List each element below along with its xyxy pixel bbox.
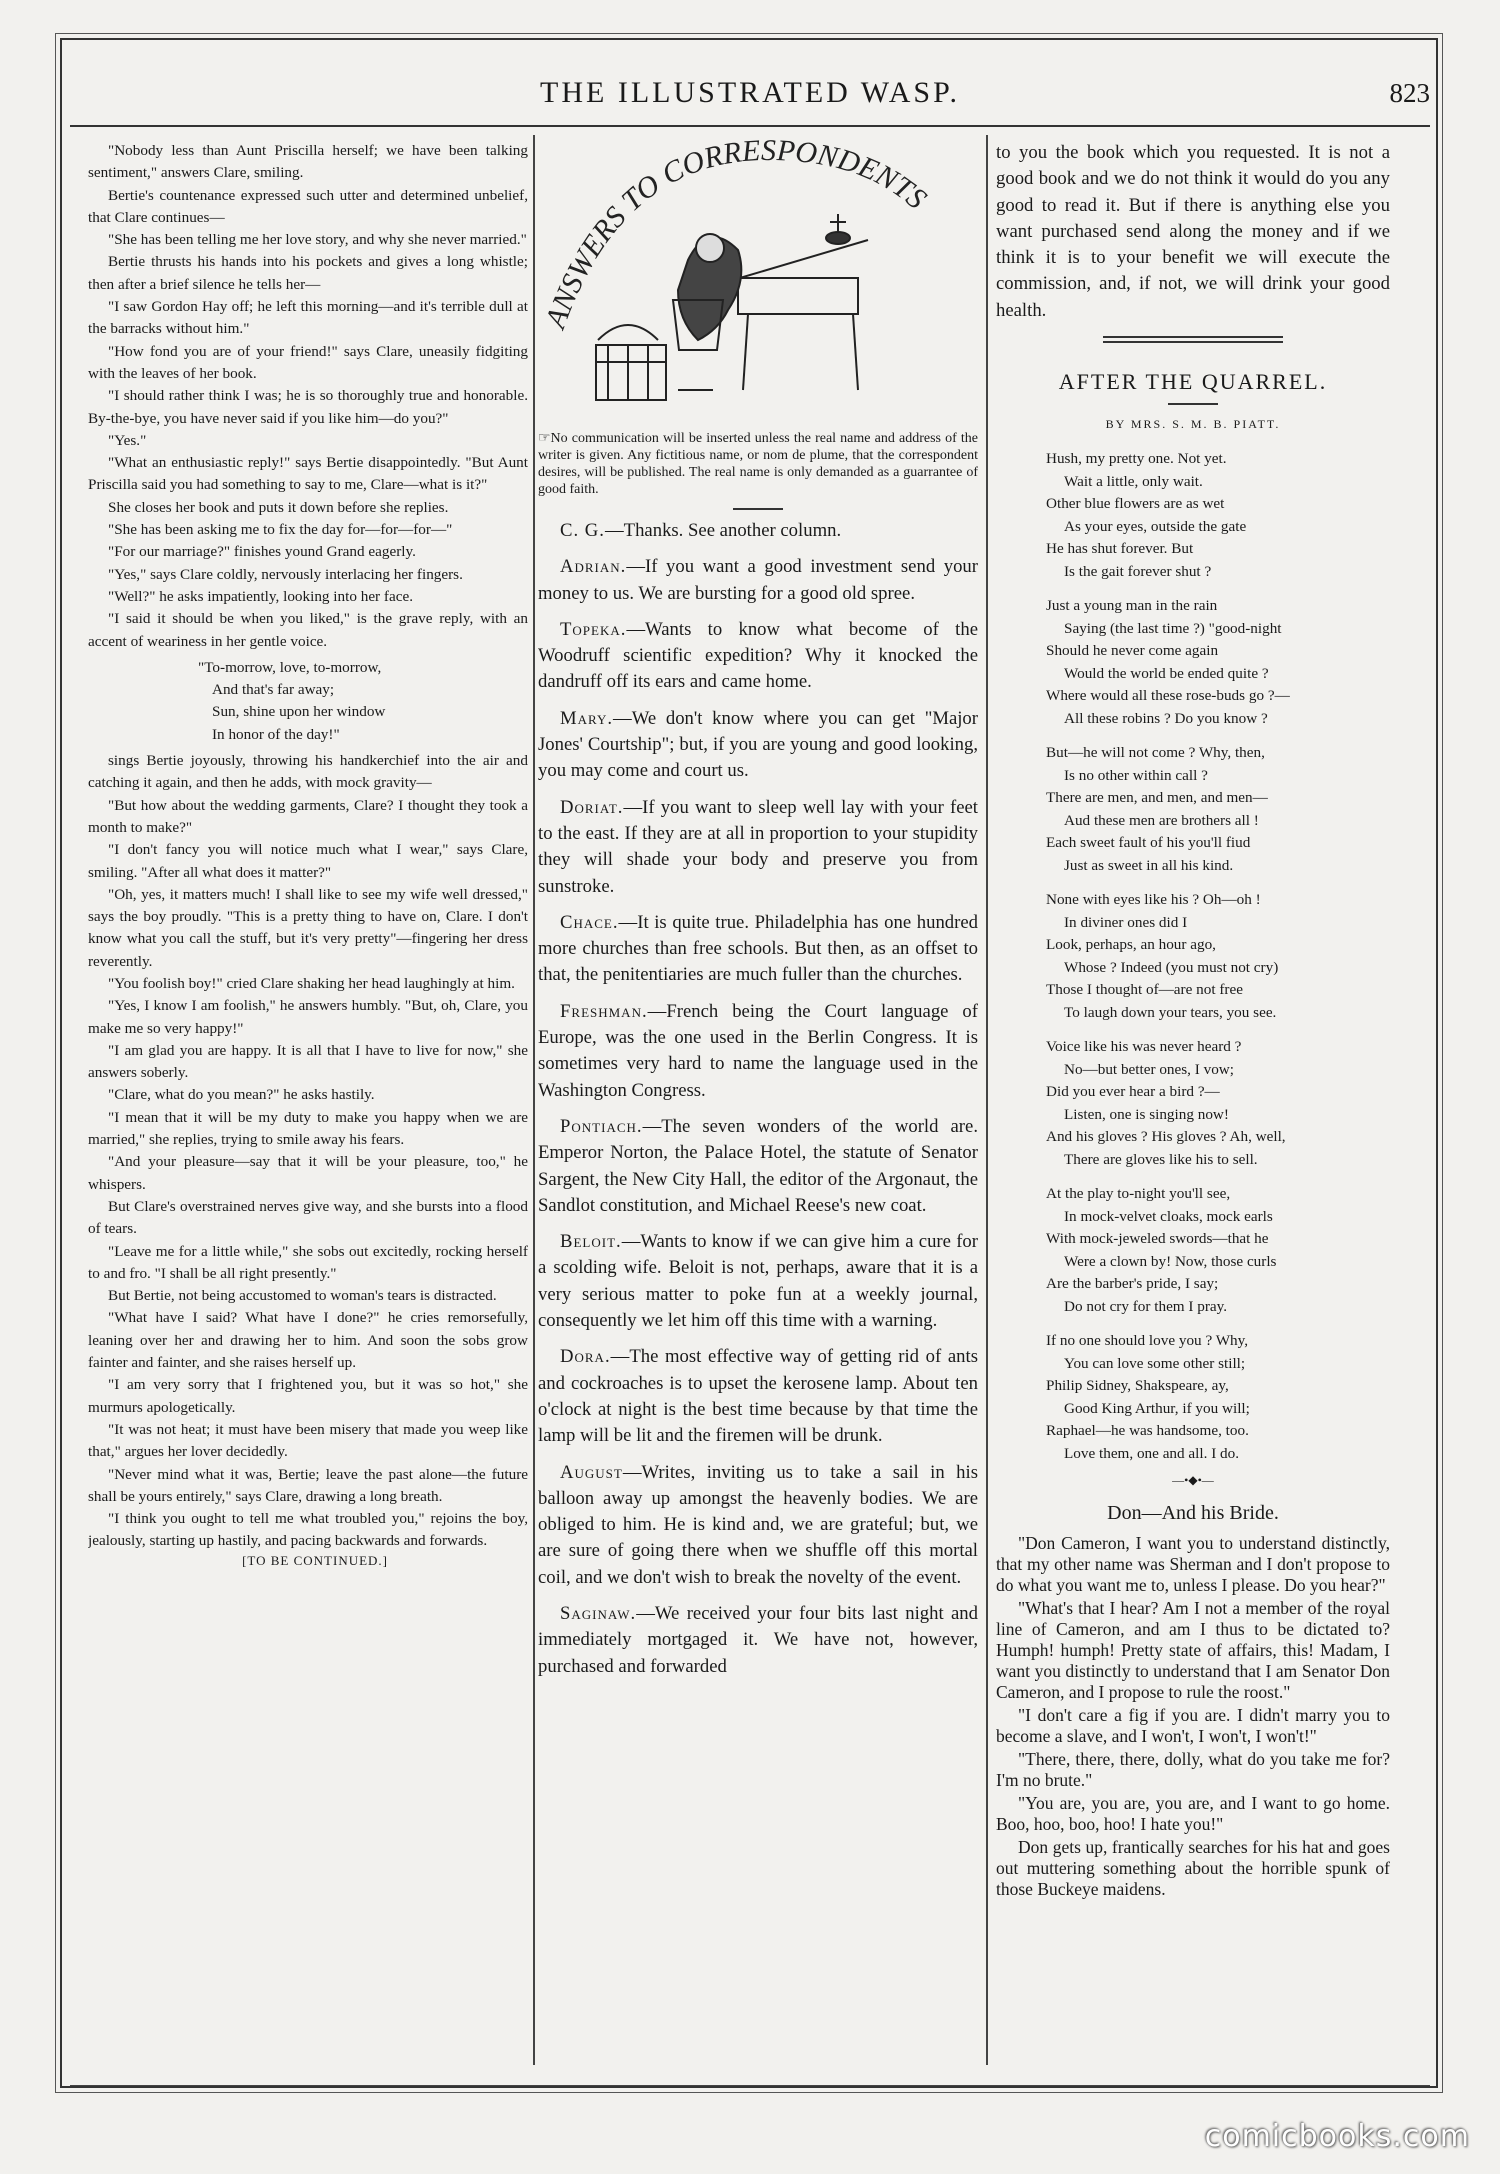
poem-line: Wait a little, only wait.	[1064, 472, 1203, 490]
story-paragraph: "Yes."	[108, 431, 147, 449]
masthead	[70, 70, 1430, 120]
answer-entry	[538, 1601, 978, 1680]
story-paragraph: "For our marriage?" finishes yound Grand eagerly.	[108, 543, 416, 561]
bottom-divider	[70, 2085, 1430, 2086]
poem-line: Raphael—he was handsome, too.	[1046, 1422, 1249, 1440]
column-divider-2	[986, 135, 988, 2065]
answer-text: —Writes, inviting us to take a sail in his balloon away up amongst the heavenly bodies. We are obliged to him. He is kind and, we are grateful; but, we are sure of going there when we shuffle off this mortal coil, and we don't wish to break the novelty of the event.	[538, 1461, 978, 1588]
story-paragraph: "And your pleasure—say that it will be your pleasure, too," he whispers.	[88, 1153, 528, 1193]
story-paragraph: "Oh, yes, it matters much! I shall like to see my wife well dressed," says the boy proudly. "This is a pretty thing to have on, Clare. I don't know what you call the stuff, but it's very pretty"—fingering her dress reverently.	[88, 885, 528, 970]
title-underline	[1168, 403, 1218, 405]
right-column	[996, 140, 1390, 1902]
poem-title: AFTER THE QUARREL.	[1058, 369, 1328, 395]
story-paragraph: "She has been asking me to fix the day for—for—for—"	[108, 521, 453, 539]
story-paragraphs-b	[88, 750, 528, 1553]
poem-line: Did you ever hear a bird ?—	[1046, 1083, 1220, 1101]
poem-line: There are gloves like his to sell.	[1064, 1150, 1258, 1168]
poem-line: Philip Sidney, Shakspeare, ay,	[1046, 1377, 1229, 1395]
correspondent-name: Chace.	[560, 911, 619, 933]
poem-line: Love them, one and all. I do.	[1064, 1444, 1240, 1462]
verse-line: "To-morrow, love, to-morrow,	[198, 658, 382, 676]
story-paragraph: "What an enthusiastic reply!" says Bertie disappointedly. "But Aunt Priscilla said you had something to say to me, Clare—what is it?"	[88, 454, 528, 494]
poem-line: In mock-velvet cloaks, mock earls	[1064, 1207, 1273, 1225]
poem-line: None with eyes like his ? Oh—oh !	[1046, 891, 1261, 909]
story-paragraph: She closes her book and puts it down before she replies.	[108, 498, 449, 516]
answer-entry	[538, 617, 978, 696]
answer-entry	[538, 910, 978, 989]
verse-line: In honor of the day!"	[212, 725, 340, 743]
poem-stanza	[996, 1183, 1390, 1318]
poem-line: Each sweet fault of his you'll fiud	[1046, 834, 1251, 852]
story-paragraph: "I mean that it will be my duty to make you happy when we are married," she replies, trying to smile away his fears.	[88, 1108, 528, 1149]
correspondent-name: Freshman.	[560, 1000, 648, 1022]
poem-line: There are men, and men, and men—	[1046, 789, 1268, 807]
answer-text: —The seven wonders of the world are. Emperor Norton, the Palace Hotel, the statute of Senator Sargent, the New City Hall, the editor of the Argonaut, the Sandlot constitution, and Michael Reese's new coat.	[538, 1115, 978, 1216]
answer-text: —Thanks. See another column.	[604, 520, 842, 541]
poem-line: Is no other within call ?	[1064, 766, 1208, 784]
story-paragraph: "Well?" he asks impatiently, looking into her face.	[108, 587, 413, 605]
story-paragraph: "How fond you are of your friend!" says Clare, uneasily fidgiting with the leaves of her book.	[88, 342, 528, 382]
poem-line: He has shut forever. But	[1046, 540, 1194, 558]
story-paragraph: "Never mind what it was, Bertie; leave the past alone—the future shall be yours entirely," says Clare, drawing a long breath.	[88, 1465, 528, 1505]
poem-line: Good King Arthur, if you will;	[1064, 1399, 1250, 1417]
poem-line: Just a young man in the rain	[1046, 597, 1218, 615]
answer-entry	[538, 795, 978, 900]
section-ornament: —•◆•—	[1172, 1473, 1214, 1488]
story-paragraph: "What have I said? What have I done?" he cries remorsefully, leaning over her and drawing her to him. And soon the sobs grow fainter and fainter, and she raises herself up.	[88, 1309, 528, 1372]
answer-text: —If you want to sleep well lay with your feet to the east. If they are at all in proportion to your stupidity they will shade your body and preserve you from sunstroke.	[538, 796, 978, 897]
poem-line: Do not cry for them I pray.	[1064, 1297, 1228, 1315]
poem-line: All these robins ? Do you know ?	[1064, 709, 1268, 727]
story-paragraph: But Clare's overstrained nerves give way, and she bursts into a flood of tears.	[88, 1197, 528, 1238]
poem-stanza	[996, 1330, 1390, 1465]
correspondent-name: Doriat.	[560, 796, 624, 818]
story-paragraph: "I said it should be when you liked," is the grave reply, with an accent of weariness in her gentle voice.	[88, 610, 528, 650]
story-paragraph: But Bertie, not being accustomed to woman's tears is distracted.	[108, 1287, 497, 1305]
poem-line: Saying (the last time ?) "good-night	[1064, 619, 1282, 637]
verse-line: And that's far away;	[212, 681, 335, 699]
answer-entry	[538, 1344, 978, 1449]
story-paragraph: Bertie thrusts his hands into his pockets and gives a long whistle; then after a brief silence he tells her—	[88, 253, 528, 293]
story-paragraph: "It was not heat; it must have been misery that made you weep like that," argues her lover decidedly.	[88, 1420, 528, 1461]
page-number: 823	[1389, 78, 1430, 108]
story-paragraph: "Nobody less than Aunt Priscilla herself; we have been talking sentiment," answers Clare, smiling.	[88, 142, 528, 182]
serial-story-column	[88, 140, 528, 1569]
poem-line: To laugh down your tears, you see.	[1064, 1003, 1277, 1021]
story-paragraph: "Yes," says Clare coldly, nervously interlacing her fingers.	[108, 565, 463, 583]
story-paragraph: "Don Cameron, I want you to understand distinctly, that my other name was Sherman and I don't propose to do what you want me to, unless I please. Do you hear?"	[996, 1533, 1390, 1596]
poem-line: If no one should love you ? Why,	[1046, 1332, 1249, 1350]
publication-title: THE ILLUSTRATED WASP.	[540, 76, 960, 109]
story-paragraph: "But how about the wedding garments, Clare? I thought they took a month to make?"	[88, 796, 528, 836]
poem-line: Those I thought of—are not free	[1046, 981, 1243, 999]
correspondent-name: Adrian.	[560, 556, 627, 578]
verse-line: Sun, shine upon her window	[212, 703, 386, 721]
poem-line: Where would all these rose-buds go ?—	[1046, 687, 1290, 705]
story-paragraph: "There, there, there, dolly, what do you take me for? I'm no brute."	[996, 1749, 1390, 1791]
story-paragraph: "I am glad you are happy. It is all that I have to live for now," she answers soberly.	[88, 1041, 528, 1082]
poem-stanza	[996, 1036, 1390, 1171]
story-paragraph: "Yes, I know I am foolish," he answers humbly. "But, oh, Clare, you make me so very happy!"	[88, 997, 528, 1037]
story-paragraph: "You foolish boy!" cried Clare shaking her head laughingly at him.	[108, 974, 515, 992]
poem-line: Is the gait forever shut ?	[1064, 562, 1212, 580]
poem-line: At the play to-night you'll see,	[1046, 1185, 1231, 1203]
correspondent-name: Beloit.	[560, 1231, 622, 1253]
correspondent-name: August	[560, 1461, 623, 1483]
watermark: comicbooks.com	[1204, 2119, 1470, 2154]
song-verse	[88, 657, 528, 746]
poem-line: And his gloves ? His gloves ? Ah, well,	[1046, 1128, 1286, 1146]
column-divider-1	[533, 135, 535, 2065]
poem-stanza	[996, 742, 1390, 877]
poem-line: Aud these men are brothers all !	[1064, 811, 1259, 829]
answer-text: —It is quite true. Philadelphia has one hundred more churches than free schools. But then, as an offset to that, the penitentiaries are much fuller than the churches.	[538, 911, 978, 986]
answer-text: —Wants to know if we can give him a cure for a scolding wife. Beloit is not, perhaps, aware that it is a very serious matter to poke fun at a weekly journal, consequently we let him off this time with a warning.	[538, 1231, 978, 1332]
correspondent-name: Pontiach.	[560, 1115, 643, 1137]
answer-entry	[538, 1114, 978, 1219]
story-paragraphs-a	[88, 140, 528, 653]
answers-column	[538, 140, 978, 1690]
story-paragraph: "I don't fancy you will notice much what I wear," says Clare, smiling. "After all what does it matter?"	[88, 841, 528, 881]
poem-line: Are the barber's pride, I say;	[1046, 1275, 1219, 1293]
answer-entry	[538, 706, 978, 785]
story-paragraph: "Clare, what do you mean?" he asks hastily.	[108, 1086, 375, 1104]
poem-line: But—he will not come ? Why, then,	[1046, 744, 1265, 762]
poem-line: Would the world be ended quite ?	[1064, 664, 1269, 682]
poem-author: BY MRS. S. M. B. PIATT.	[1105, 417, 1281, 432]
answer-text: —French being the Court language of Europe, was the one used in the Berlin Congress. It is sometimes very hard to name the language used in the Washington Congress.	[538, 1000, 978, 1101]
answer-entry	[538, 554, 978, 607]
story-paragraph: Don gets up, frantically searches for his hat and goes out muttering something about the horrible spunk of those Buckeye maidens.	[996, 1837, 1390, 1900]
poem-body	[996, 448, 1390, 1465]
correspondent-name: Dora.	[560, 1346, 611, 1368]
correspondent-name: Mary.	[560, 707, 614, 729]
story-paragraph: Bertie's countenance expressed such utter and determined unbelief, that Clare continues—	[88, 186, 528, 226]
answers-to-correspondents-illustration	[538, 140, 978, 422]
story-body	[996, 1533, 1390, 1900]
header-divider	[70, 125, 1430, 127]
poem-stanza	[996, 448, 1390, 583]
poem-line: Hush, my pretty one. Not yet.	[1046, 450, 1227, 468]
section-rule	[733, 508, 783, 510]
correspondent-name: Topeka.	[560, 618, 627, 640]
story-paragraph: "I saw Gordon Hay off; he left this morning—and it's terrible dull at the barracks without him."	[88, 298, 528, 338]
answer-text: —If you want a good investment send your money to us. We are bursting for a good old spree.	[538, 556, 978, 604]
story-paragraph: "She has been telling me her love story, and why she never married."	[108, 231, 527, 249]
poem-line: As your eyes, outside the gate	[1064, 517, 1247, 535]
poem-line: You can love some other still;	[1064, 1354, 1246, 1372]
poem-line: With mock-jeweled swords—that he	[1046, 1230, 1269, 1248]
to-be-continued: [TO BE CONTINUED.]	[242, 1552, 388, 1568]
poem-line: No—but better ones, I vow;	[1064, 1060, 1234, 1078]
poem-line: Were a clown by! Now, those curls	[1064, 1252, 1277, 1270]
correspondent-name: Saginaw.	[560, 1602, 637, 1624]
poem-line: Whose ? Indeed (you must not cry)	[1064, 958, 1279, 976]
answer-entry	[538, 1229, 978, 1334]
double-rule	[1103, 336, 1283, 343]
story-title: Don—And his Bride.	[1107, 1502, 1279, 1525]
answers-list	[538, 518, 978, 1680]
answer-text: —The most effective way of getting rid of ants and cockroaches is to upset the kerosene lamp. About ten o'clock at night is the best time because by that time the lamp will be lit and the firemen will be drunk.	[538, 1346, 978, 1447]
poem-line: Look, perhaps, an hour ago,	[1046, 936, 1216, 954]
story-paragraph: "I should rather think I was; he is so thoroughly true and honorable. By-the-bye, you have never said if you like him—do you?"	[88, 387, 528, 427]
story-paragraph: "You are, you are, you are, and I want to go home. Boo, hoo, boo, hoo! I hate you!"	[996, 1793, 1390, 1835]
correspondent-logo-art	[538, 140, 978, 422]
story-paragraph: "I am very sorry that I frightened you, but it was so hot," she murmurs apologetically.	[88, 1376, 528, 1416]
poem-line: Just as sweet in all his kind.	[1064, 856, 1234, 874]
answer-entry	[538, 999, 978, 1104]
story-paragraph: "Leave me for a little while," she sobs out excitedly, rocking herself to and fro. "I shall be all right presently."	[88, 1242, 528, 1282]
answer-text: —We don't know where you can get "Major Jones' Courtship"; but, if you are young and good looking, you may come and court us.	[538, 707, 978, 782]
poem-line: Listen, one is singing now!	[1064, 1105, 1229, 1123]
poem-line: Should he never come again	[1046, 642, 1219, 660]
story-paragraph: sings Bertie joyously, throwing his handkerchief into the air and catching it again, and then he adds, with mock gravity—	[88, 752, 528, 792]
poem-line: Other blue flowers are as wet	[1046, 495, 1225, 513]
poem-line: In diviner ones did I	[1064, 913, 1188, 931]
answer-entry	[538, 1460, 978, 1591]
answer-continuation: to you the book which you requested. It is not a good book and we do not think it would do you any good to read it. But if there is anything else you want purchased send along the money and if we think it is to your benefit we will execute the commission, and, if not, we will drink your good health.	[996, 142, 1390, 321]
answer-text: —Wants to know what become of the Woodruff scientific expedition? Why it knocked the dandruff off its ears and came home.	[538, 618, 978, 693]
poem-stanza	[996, 595, 1390, 730]
poem-line: Voice like his was never heard ?	[1046, 1038, 1242, 1056]
answer-text: —We received your four bits last night and immediately mortgaged it. We have not, however, purchased and forwarded	[538, 1602, 978, 1677]
correspondent-name: C. G.	[560, 520, 605, 541]
story-paragraph: "What's that I hear? Am I not a member of the royal line of Cameron, and am I thus to be dictated to? Humph! humph! Pretty state of affairs, this! Madam, I want you distinctly to understand that I am Senator Don Cameron, and I propose to rule the roost."	[996, 1598, 1390, 1703]
poem-stanza	[996, 889, 1390, 1024]
submission-notice: ☞No communication will be inserted unless the real name and address of the writer is given. Any fictitious name, or nom de plume, that the correspondent desires, will be published. The real name is only demanded as a guarrantee of good faith.	[538, 431, 978, 497]
story-paragraph: "I don't care a fig if you are. I didn't marry you to become a slave, and I won't, I won't, I won't!"	[996, 1705, 1390, 1747]
story-paragraph: "I think you ought to tell me what troubled you," rejoins the boy, jealously, starting up hastily, and pacing backwards and forwards.	[88, 1510, 528, 1550]
logo-lettering: ANSWERS TO CORRESPONDENTS	[538, 140, 933, 333]
answer-entry	[538, 518, 978, 544]
